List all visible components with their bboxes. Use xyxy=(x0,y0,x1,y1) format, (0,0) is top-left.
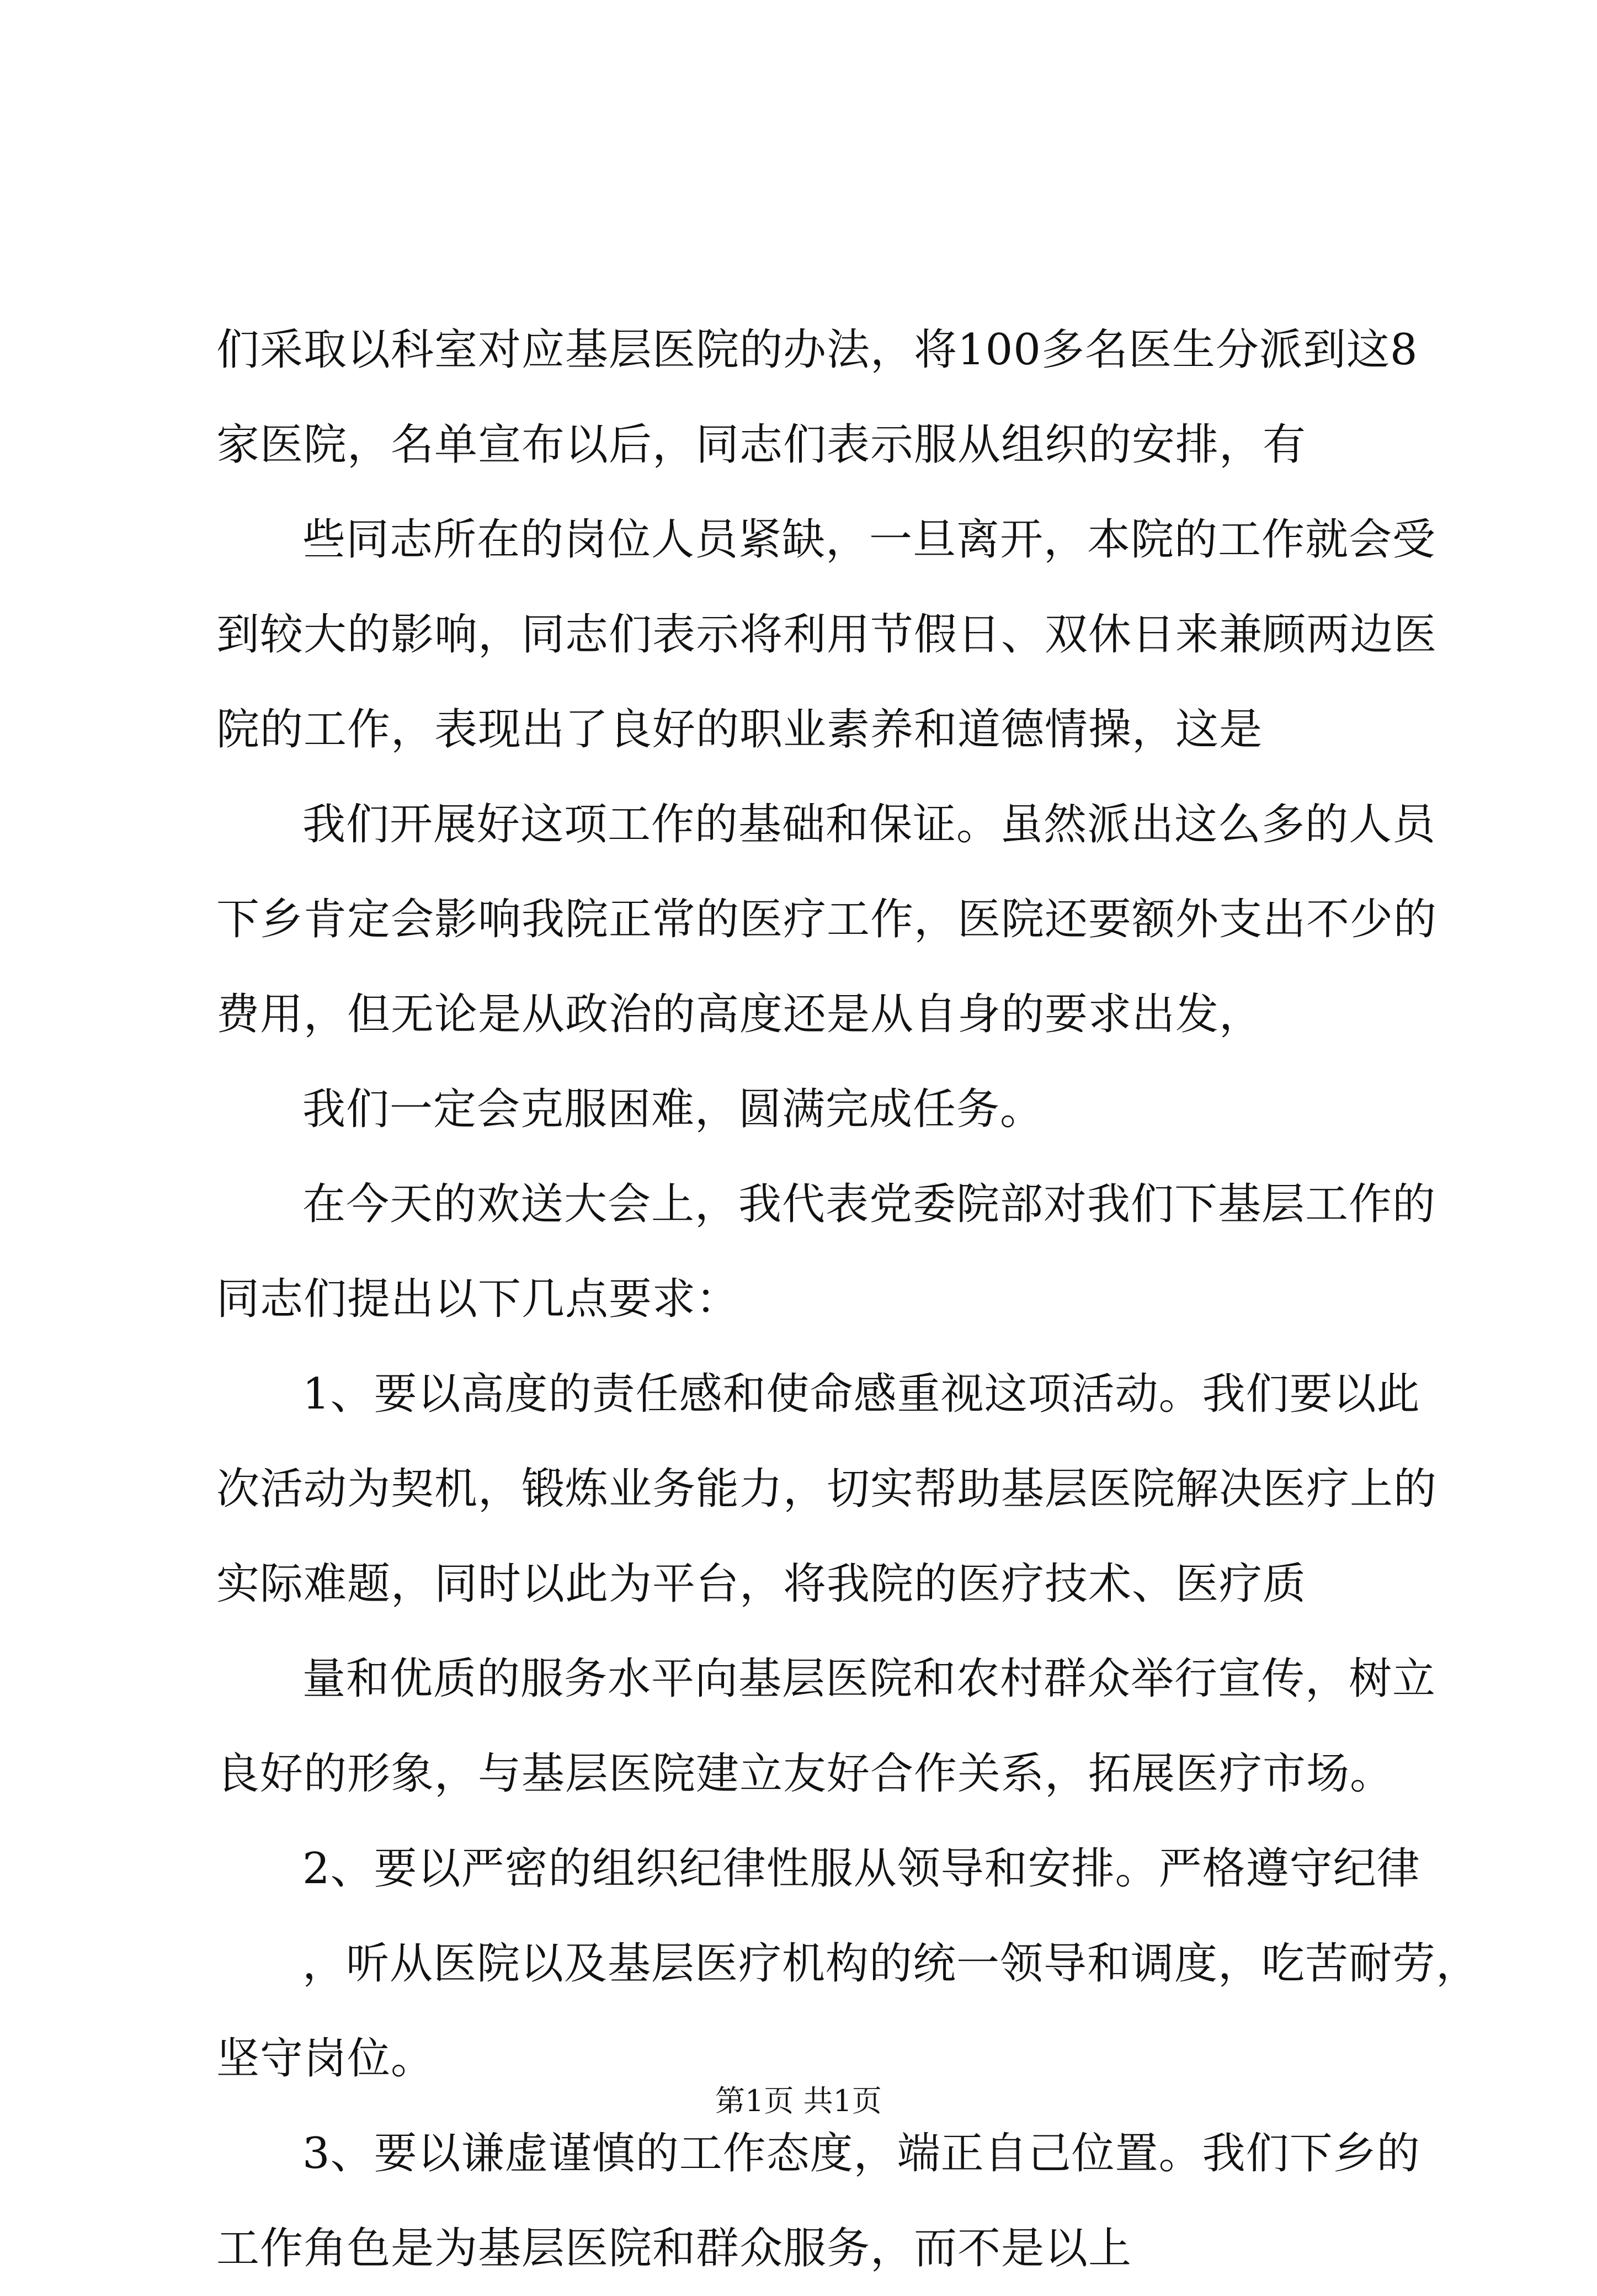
text-line: 我们一定会克服困难，圆满完成任务。 xyxy=(302,1085,1044,1134)
text-line: 费用，但无论是从政治的高度还是从自身的要求出发， xyxy=(216,990,1263,1039)
text-line: 些同志所在的岗位人员紧缺，一旦离开，本院的工作就会受 xyxy=(302,515,1436,565)
text-line: 下乡肯定会影响我院正常的医疗工作，医院还要额外支出不少的 xyxy=(216,895,1438,944)
text-line: 家医院，名单宣布以后，同志们表示服从组织的安排，有 xyxy=(216,420,1307,470)
text-line: 1、要以高度的责任感和使命感重视这项活动。我们要以此 xyxy=(302,1369,1420,1419)
text-line: 工作角色是为基层医院和群众服务，而不是以上 xyxy=(216,2224,1132,2273)
text-line: 2、要以严密的组织纪律性服从领导和安排。严格遵守纪律 xyxy=(302,1844,1420,1894)
text-line: 坚守岗位。 xyxy=(216,2034,435,2084)
text-line: 同志们提出以下几点要求： xyxy=(216,1274,740,1324)
page-footer: 第1页 共1页 xyxy=(715,2084,882,2118)
text-line: 在今天的欢送大会上，我代表党委院部对我们下基层工作的 xyxy=(302,1179,1436,1229)
text-line: 院的工作，表现出了良好的职业素养和道德情操，这是 xyxy=(216,705,1263,754)
text-line: 实际难题，同时以此为平台，将我院的医疗技术、医疗质 xyxy=(216,1559,1307,1609)
text-line: 3、要以谦虚谨慎的工作态度，端正自己位置。我们下乡的 xyxy=(302,2129,1420,2178)
text-line: 我们开展好这项工作的基础和保证。虽然派出这么多的人员 xyxy=(302,800,1436,849)
text-line: 良好的形象，与基层医院建立友好合作关系，拓展医疗市场。 xyxy=(216,1749,1394,1799)
text-line: ，听从医院以及基层医疗机构的统一领导和调度，吃苦耐劳， xyxy=(302,1939,1480,1989)
document-body xyxy=(216,302,1480,2296)
text-line: 们采取以科室对应基层医院的办法，将100多名医生分派到这8 xyxy=(216,325,1418,375)
text-line: 到较大的影响，同志们表示将利用节假日、双休日来兼顾两边医 xyxy=(216,610,1438,660)
text-line: 次活动为契机，锻炼业务能力，切实帮助基层医院解决医疗上的 xyxy=(216,1464,1438,1514)
text-line: 量和优质的服务水平向基层医院和农村群众举行宣传，树立 xyxy=(302,1654,1436,1704)
